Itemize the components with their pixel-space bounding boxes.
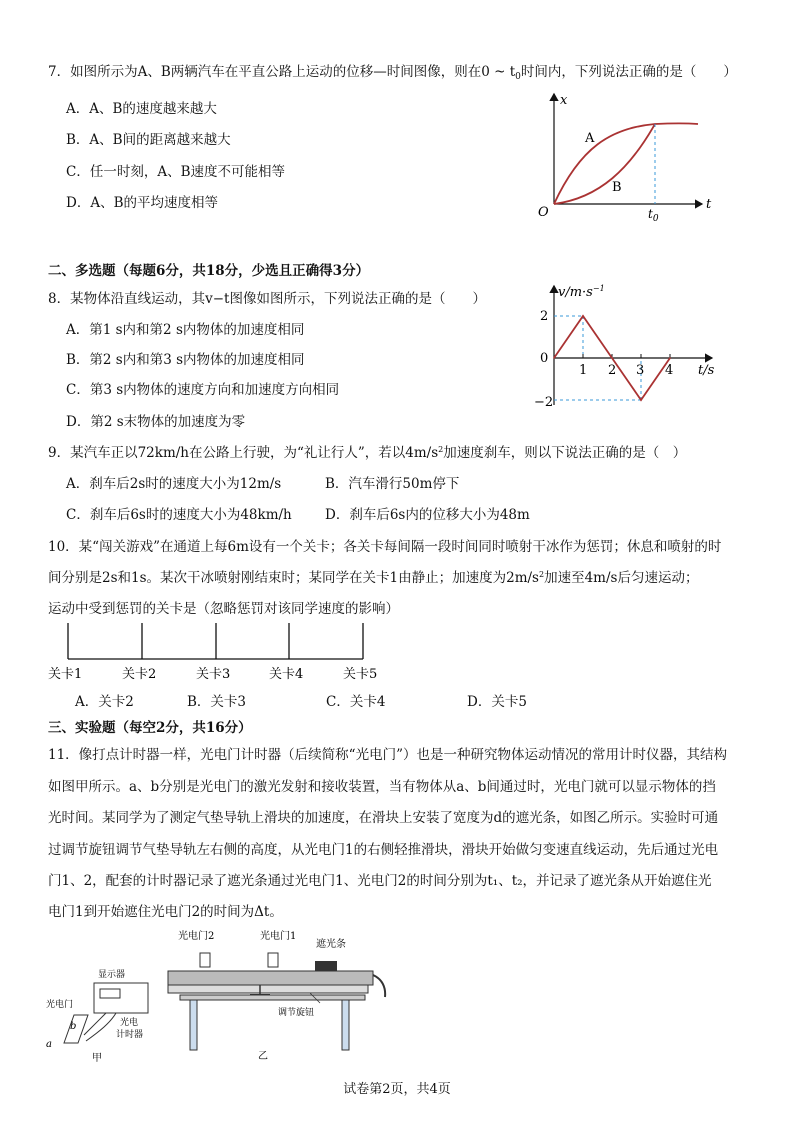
q10-option-c: C．关卡4 <box>326 694 386 710</box>
q7-origin-label: O <box>538 205 549 220</box>
q11-knob-label: 调节旋钮 <box>278 1008 315 1018</box>
q8-data-point-4 <box>669 357 671 359</box>
q8-option-b: B．第2 s内和第3 s内物体的加速度相同 <box>66 352 305 368</box>
q11-fig-jia <box>44 965 172 1065</box>
q10-gate-1-label: 关卡1 <box>48 667 83 682</box>
q7-stem: 7．如图所示为A、B两辆汽车在平直公路上运动的位移—时间图像，则在0 ~ $t_0$时间内，下列说法正确的是（ ） <box>48 64 737 82</box>
q8-tick-x-2: 2 <box>608 363 617 378</box>
q7-t0-label: $t_0$ <box>648 207 659 224</box>
q10-gate-3-label: 关卡3 <box>196 667 231 682</box>
q7-x-axis-label: x <box>560 93 568 108</box>
q11-display-label: 显示器 <box>98 970 126 980</box>
q8-vt-graph <box>532 280 732 410</box>
q11-track-base <box>168 985 368 993</box>
q11-strip-label: 遮光条 <box>316 939 346 950</box>
q7-label-a: A <box>585 131 595 146</box>
page-footer: 试卷第2页，共4页 <box>343 1082 451 1097</box>
q10-line3: 运动中受到惩罚的关卡是（忽略惩罚对该同学速度的影响） <box>48 601 399 617</box>
q8-data-point-1 <box>582 315 584 317</box>
q7-curve-b <box>554 124 655 204</box>
q8-tick-x-3: 3 <box>636 363 645 378</box>
q8-tick-x-4: 4 <box>665 363 674 378</box>
q10-line2: 间分别是2s和1s。某次干冰喷射刚结束时；某同学在关卡1由静止；加速度为$2m/s^2$加速至4m/s后匀速运动； <box>48 570 699 586</box>
q11-gate2 <box>200 953 210 967</box>
q11-display-screen <box>100 989 120 998</box>
q11-air-hose <box>373 975 385 997</box>
q8-tick-y-neg2: −2 <box>534 395 554 410</box>
q11-timer-label-1: 光电 <box>120 1018 139 1028</box>
q8-data-point-3 <box>640 399 642 401</box>
q8-tick-x-1: 1 <box>579 363 588 378</box>
q10-gate-5-label: 关卡5 <box>343 667 378 682</box>
q7-curve-a <box>554 123 698 204</box>
q11-line3: 光时间。某同学为了测定气垫导轨上滑块的加速度，在滑块上安装了宽度为d的遮光条，如图乙所示。实验时可通 <box>48 810 719 826</box>
q7-xt-graph <box>530 88 720 228</box>
q10-option-d: D．关卡5 <box>467 694 527 710</box>
q9-stem: 9．某汽车正以72km/h在公路上行驶，为“礼让行人”，若以$4m/s^2$加速度刹车，则以下说法正确的是（ ） <box>48 445 687 461</box>
q7-option-c: C．任一时刻，A、B速度不可能相等 <box>66 164 285 180</box>
q11-b-label: b <box>70 1021 77 1032</box>
q8-option-d: D．第2 s末物体的加速度为零 <box>66 414 246 430</box>
q10-option-a: A．关卡2 <box>75 694 134 710</box>
q8-tick-y-2: 2 <box>540 309 549 324</box>
q11-gate1-label: 光电门1 <box>260 931 297 942</box>
q11-gate1 <box>268 953 278 967</box>
q8-data-point-0 <box>553 357 555 359</box>
q11-table-top <box>180 995 365 1000</box>
q11-line5: 门1、2，配套的计时器记录了遮光条通过光电门1、光电门2的时间分别为t₁、t₂，并记录了遮光条从开始遮住光 <box>48 873 712 889</box>
q9-option-d: D．刹车后6s内的位移大小为48m <box>325 507 530 523</box>
q9-option-c: C．刹车后6s时的速度大小为48km/h <box>66 507 292 523</box>
q11-gate2-label: 光电门2 <box>178 931 215 942</box>
q7-option-a: A．A、B的速度越来越大 <box>66 101 217 117</box>
section2-heading: 二、多选题（每题6分，共18分，少选且正确得3分） <box>48 263 370 279</box>
q11-table-leg-left <box>190 1000 197 1050</box>
q11-jia-label: 甲 <box>92 1053 102 1064</box>
q11-timer-label-2: 计时器 <box>116 1030 144 1040</box>
q10-gates-diagram <box>48 620 388 686</box>
q11-air-track <box>168 971 373 985</box>
q8-option-a: A．第1 s内和第2 s内物体的加速度相同 <box>66 322 305 338</box>
q9-option-b: B．汽车滑行50m停下 <box>325 476 460 492</box>
q10-line1: 10．某“闯关游戏”在通道上每6m设有一个关卡；各关卡每间隔一段时间同时喷射干冰作为惩罚；休息和喷射的时 <box>48 539 722 555</box>
q8-data-point-2 <box>611 357 613 359</box>
q8-t-axis-label: t/s <box>698 363 715 378</box>
q11-line4: 过调节旋钮调节气垫导轨左右侧的高度，从光电门1的右侧轻推滑块，滑块开始做匀变速直线运动，先后通过光电 <box>48 842 719 858</box>
q10-gate-2-label: 关卡2 <box>122 667 157 682</box>
section3-heading: 三、实验题（每空2分，共16分） <box>48 720 252 736</box>
q11-photogate-label: 光电门 <box>46 1000 74 1010</box>
q7-option-d: D．A、B的平均速度相等 <box>66 195 218 211</box>
q10-option-b: B．关卡3 <box>187 694 247 710</box>
q11-line6: 电门1到开始遮住光电门2的时间为Δt。 <box>48 904 283 920</box>
q11-yi-label: 乙 <box>258 1051 268 1062</box>
q7-option-b: B．A、B间的距离越来越大 <box>66 132 231 148</box>
q8-tick-y-0: 0 <box>540 351 549 366</box>
q8-stem: 8．某物体沿直线运动，其v−t图像如图所示，下列说法正确的是（ ） <box>48 291 486 307</box>
q8-option-c: C．第3 s内物体的速度方向和加速度方向相同 <box>66 382 340 398</box>
q10-gate-4-label: 关卡4 <box>269 667 304 682</box>
q11-a-label: a <box>46 1039 52 1050</box>
q11-fig-yi <box>160 925 390 1065</box>
q11-cable-2 <box>86 1013 116 1041</box>
q7-t-axis-label: t <box>706 197 712 212</box>
q11-line1: 11．像打点计时器一样，光电门计时器（后续简称“光电门”）也是一种研究物体运动情况的常用计时仪器，其结构 <box>48 747 727 763</box>
q11-line2: 如图甲所示。a、b分别是光电门的激光发射和接收装置，当有物体从a、b间通过时，光电门就可以显示物体的挡 <box>48 779 716 795</box>
q9-option-a: A．刹车后2s时的速度大小为12m/s <box>66 476 282 492</box>
q11-table-leg-right <box>342 1000 349 1050</box>
q8-v-axis-label: $v/m\cdot s^{-1}$ <box>558 284 605 300</box>
q7-label-b: B <box>612 180 622 195</box>
